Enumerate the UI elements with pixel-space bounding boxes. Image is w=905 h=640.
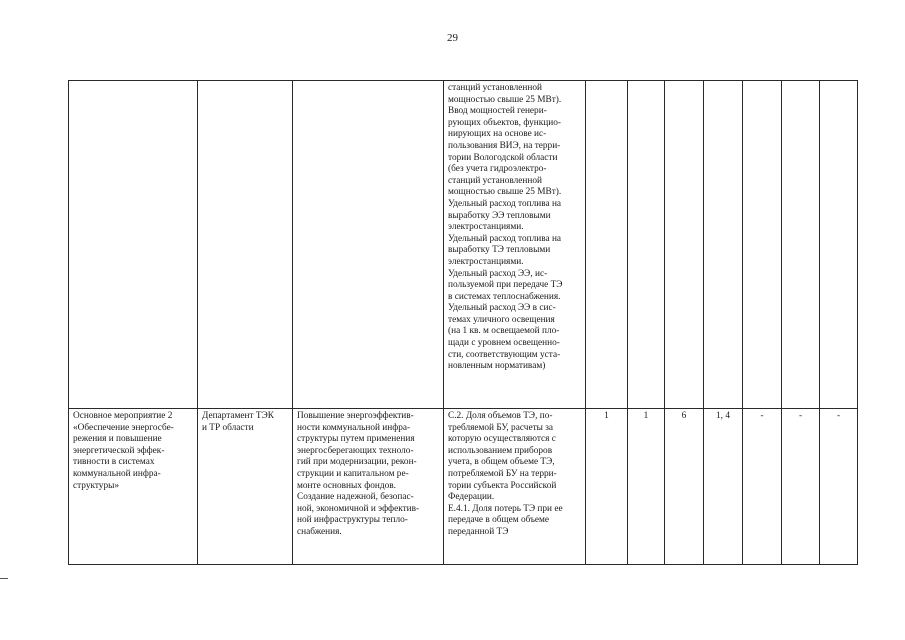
measure-cell: Основное мероприятие 2 «Обеспечение энергосбе- режения и повышение энергетической эффек- тивности в системах коммунальной инфра- структуры» — [69, 409, 198, 565]
value-cell: - — [782, 409, 820, 565]
value-cell: 1, 4 — [704, 409, 743, 565]
measures-table — [68, 80, 858, 565]
page-number: 29 — [447, 32, 458, 44]
responsible-cell: Департамент ТЭК и ТР области — [198, 409, 293, 565]
value-cell: 6 — [665, 409, 704, 565]
value-cell — [743, 81, 782, 409]
value-cell — [704, 81, 743, 409]
responsible-cell — [198, 81, 293, 409]
table-row — [69, 409, 858, 565]
value-cell: - — [743, 409, 782, 565]
value-cell — [782, 81, 820, 409]
description-cell: Повышение энергоэффектив- ности коммунальной инфра- структуры путем применения энергосберегающих техноло- гий при модернизации, рекон- струкции и капитальном ре- монте основных фондов. Создание надежной, безопас- ной, экономичной и эффектив- ной инфраструктуры тепло- снабжения. — [293, 409, 444, 565]
scan-mark — [0, 578, 8, 579]
value-cell — [665, 81, 704, 409]
table-row — [69, 81, 858, 409]
description-cell — [293, 81, 444, 409]
value-cell: 1 — [586, 409, 628, 565]
value-cell — [628, 81, 665, 409]
value-cell: - — [820, 409, 858, 565]
measure-cell — [69, 81, 198, 409]
indicators-cell: станций установленной мощностью свыше 25 МВт). Ввод мощностей генери- рующих объектов, функцио- нирующих на основе ис- пользования ВИЭ, на терри- тории Вологодской области (без учета гидроэлектро- станций установленной мощностью свыше 25 МВт). Удельный расход топлива на выработку ЭЭ тепловыми электростанциями. Удельный расход топлива на выработку ТЭ тепловыми электростанциями. Удельный расход ЭЭ, ис- пользуемой при передаче ТЭ в системах теплоснабжения. Удельный расход ЭЭ в сис- темах уличного освещения (на 1 кв. м освещаемой пло- щади с уровнем освещенно- сти, соответствующим уста- новленным нормативам) — [444, 81, 586, 409]
value-cell: 1 — [628, 409, 665, 565]
value-cell — [820, 81, 858, 409]
indicators-cell: С.2. Доля объемов ТЭ, по- требляемой БУ, расчеты за которую осуществляются с использованием приборов учета, в общем объеме ТЭ, потребляемой БУ на терри- тории субъекта Российской Федерации. Е.4.1. Доля потерь ТЭ при ее передаче в общем объеме переданной ТЭ — [444, 409, 586, 565]
value-cell — [586, 81, 628, 409]
